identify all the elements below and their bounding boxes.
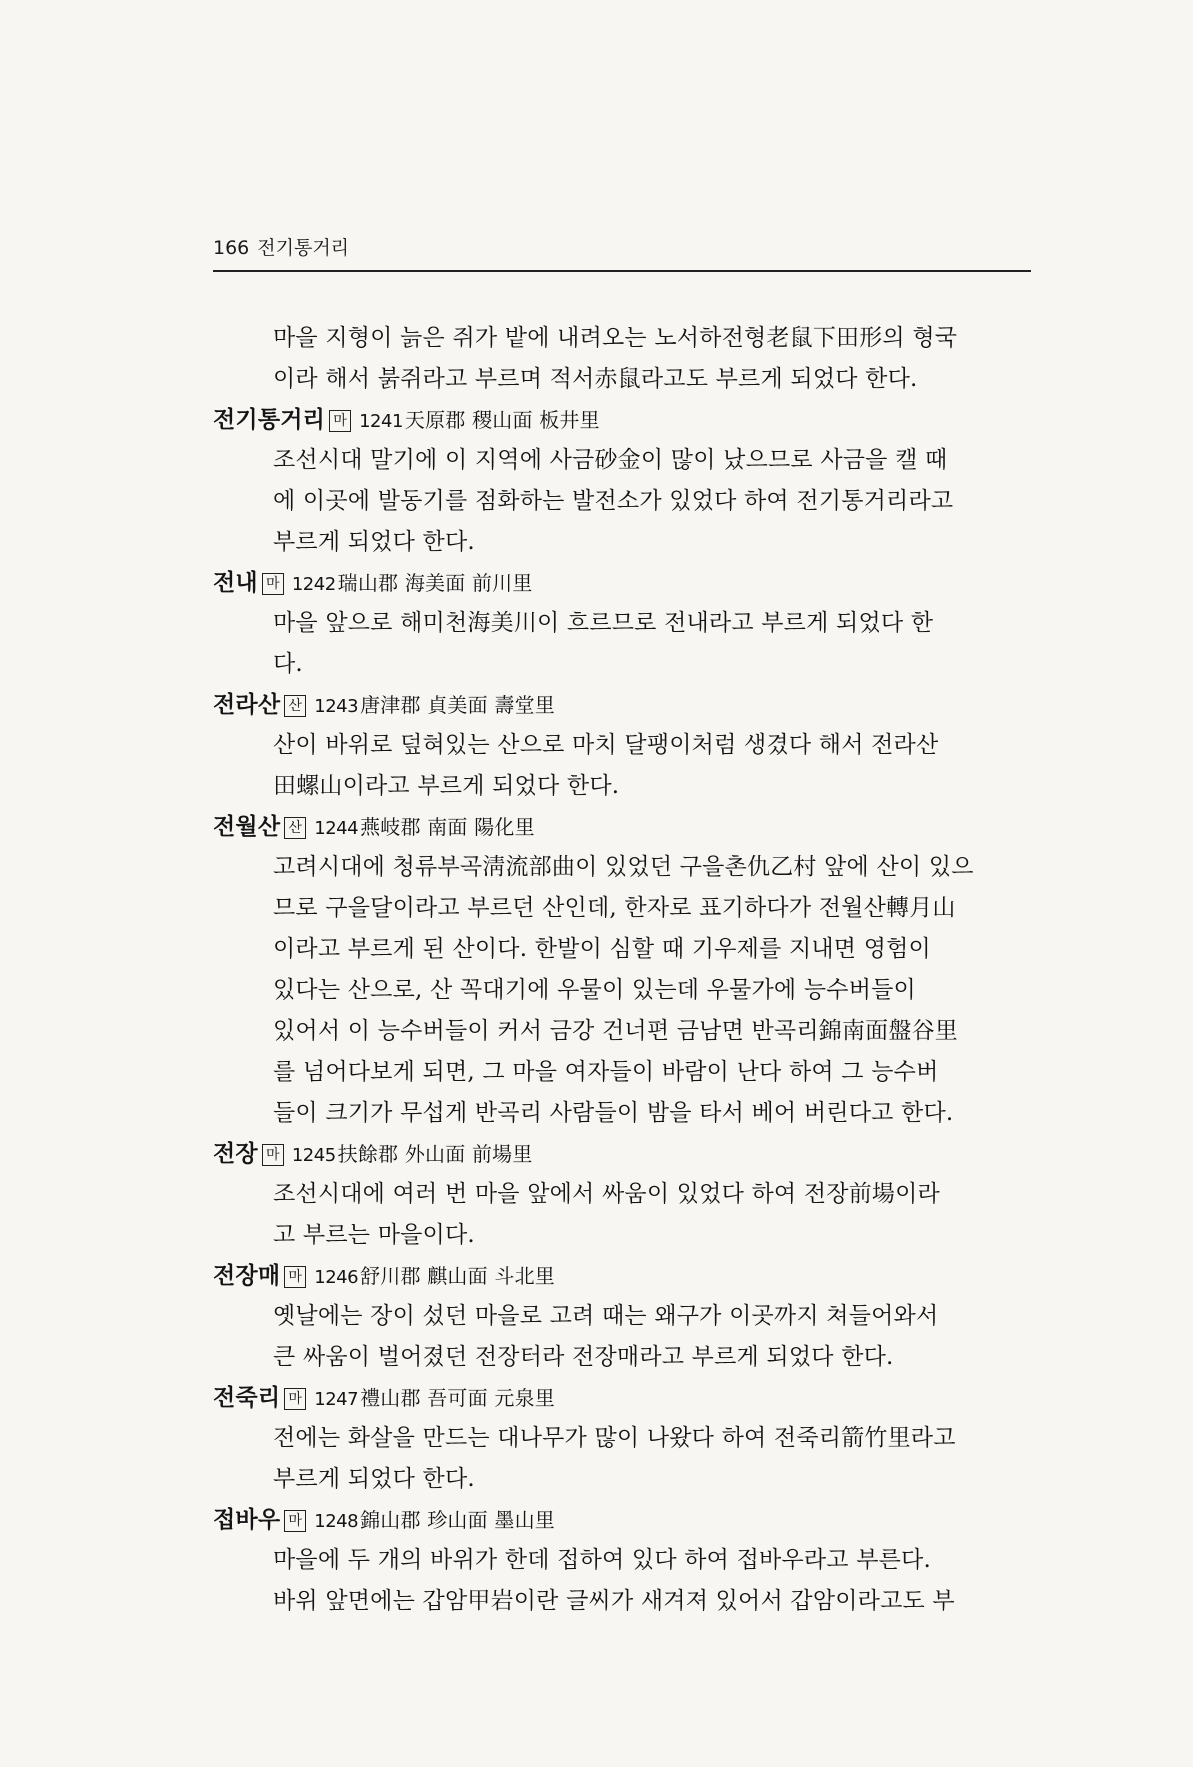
- entry-number: 1247: [314, 1389, 359, 1410]
- entry-heading: [213, 563, 1031, 603]
- entry-type-badge: 마: [329, 410, 351, 432]
- entry-place: 扶餘郡 外山面 前場里: [337, 1142, 533, 1166]
- entry-place: 天原郡 稷山面 板井里: [404, 408, 600, 432]
- entry-name: 전기통거리: [213, 407, 326, 433]
- entry-name: 전라산: [213, 692, 281, 718]
- text-line: 있다는 산으로, 산 꼭대기에 우물이 있는데 우물가에 능수버들이: [273, 977, 916, 1003]
- text-line: 산이 바위로 덮혀있는 산으로 마치 달팽이처럼 생겼다 해서 전라산: [273, 732, 939, 758]
- entry-number: 1241: [359, 411, 403, 432]
- entry-place: 舒川郡 麒山面 斗北里: [360, 1264, 555, 1288]
- text-line: 마을 앞으로 해미천海美川이 흐르므로 전내라고 부르게 되었다 한: [273, 610, 934, 636]
- entry-type-badge: 마: [262, 1144, 284, 1166]
- entry-heading: [213, 1134, 1031, 1174]
- text-line: 마을에 두 개의 바위가 한데 접하여 있다 하여 접바우라고 부른다.: [273, 1547, 931, 1573]
- page-content: [213, 318, 1031, 1622]
- entry-type-badge: 마: [262, 573, 284, 595]
- entry-heading: [213, 1500, 1031, 1540]
- page-header: [213, 234, 1031, 272]
- entry-place: 錦山郡 珍山面 墨山里: [360, 1508, 555, 1532]
- text-line: 마을 지형이 늙은 쥐가 밭에 내려오는 노서하전형老鼠下田形의 형국: [273, 325, 958, 351]
- entry-heading: [213, 400, 1031, 440]
- entry-heading: [213, 1256, 1031, 1296]
- text-line: 조선시대 말기에 이 지역에 사금砂金이 많이 났으므로 사금을 캘 때: [273, 447, 948, 473]
- text-line: 므로 구을달이라고 부르던 산인데, 한자로 표기하다가 전월산轉月山: [273, 895, 956, 921]
- entry-name: 접바우: [213, 1507, 281, 1533]
- entry-heading: [213, 807, 1031, 847]
- entry-name: 전내: [213, 570, 258, 596]
- text-line: 들이 크기가 무섭게 반곡리 사람들이 밤을 타서 베어 버린다고 한다.: [273, 1100, 954, 1126]
- entry-type-badge: 산: [284, 695, 306, 717]
- entry-name: 전월산: [213, 814, 281, 840]
- entry-type-badge: 마: [284, 1266, 306, 1288]
- entry-number: 1242: [291, 574, 336, 595]
- entry-place: 瑞山郡 海美面 前川里: [337, 571, 533, 595]
- entry-number: 1246: [314, 1267, 359, 1288]
- text-line: 고 부르는 마을이다.: [273, 1222, 475, 1248]
- entry-name: 전장매: [213, 1263, 281, 1289]
- entry-number: 1245: [291, 1145, 336, 1166]
- text-line: 田螺山이라고 부르게 되었다 한다.: [273, 773, 620, 799]
- text-line: 전에는 화살을 만드는 대나무가 많이 나왔다 하여 전죽리箭竹里라고: [273, 1425, 956, 1451]
- text-line: 다.: [273, 651, 303, 677]
- entry-type-badge: 마: [284, 1388, 306, 1410]
- entry-place: 禮山郡 吾可面 元泉里: [360, 1386, 555, 1410]
- entry-number: 1244: [314, 818, 359, 839]
- page-number: 166: [213, 237, 250, 259]
- entry-name: 전장: [213, 1141, 258, 1167]
- entry-type-badge: 마: [284, 1510, 306, 1532]
- text-line: 이라 해서 붉쥐라고 부르며 적서赤鼠라고도 부르게 되었다 한다.: [273, 366, 918, 392]
- text-line: 고려시대에 청류부곡淸流部曲이 있었던 구을촌仇乙村 앞에 산이 있으: [273, 854, 974, 880]
- text-line: 있어서 이 능수버들이 커서 금강 건너편 금남면 반곡리錦南面盤谷里: [273, 1018, 958, 1044]
- entry-heading: [213, 685, 1031, 725]
- text-line: 이라고 부르게 된 산이다. 한발이 심할 때 기우제를 지내면 영험이: [273, 936, 931, 962]
- text-line: 를 넘어다보게 되면, 그 마을 여자들이 바람이 난다 하여 그 능수버: [273, 1059, 939, 1085]
- text-line: 옛날에는 장이 섰던 마을로 고려 때는 왜구가 이곳까지 쳐들어와서: [273, 1303, 939, 1329]
- entry-heading: [213, 1378, 1031, 1418]
- entry-place: 唐津郡 貞美面 壽堂里: [360, 693, 555, 717]
- text-line: 부르게 되었다 한다.: [273, 1466, 475, 1492]
- entry-type-badge: 산: [284, 817, 306, 839]
- entry-place: 燕岐郡 南面 陽化里: [360, 815, 535, 839]
- text-line: 큰 싸움이 벌어졌던 전장터라 전장매라고 부르게 되었다 한다.: [273, 1344, 894, 1370]
- entry-name: 전죽리: [213, 1385, 281, 1411]
- text-line: 조선시대에 여러 번 마을 앞에서 싸움이 있었다 하여 전장前場이라: [273, 1181, 940, 1207]
- entry-number: 1248: [314, 1511, 359, 1532]
- text-line: 에 이곳에 발동기를 점화하는 발전소가 있었다 하여 전기통거리라고: [273, 488, 954, 514]
- text-line: 부르게 되었다 한다.: [273, 529, 475, 555]
- running-title: 전기통거리: [257, 237, 350, 259]
- text-line: 바위 앞면에는 갑암甲岩이란 글씨가 새겨져 있어서 갑암이라고도 부: [273, 1588, 955, 1614]
- entry-number: 1243: [314, 696, 359, 717]
